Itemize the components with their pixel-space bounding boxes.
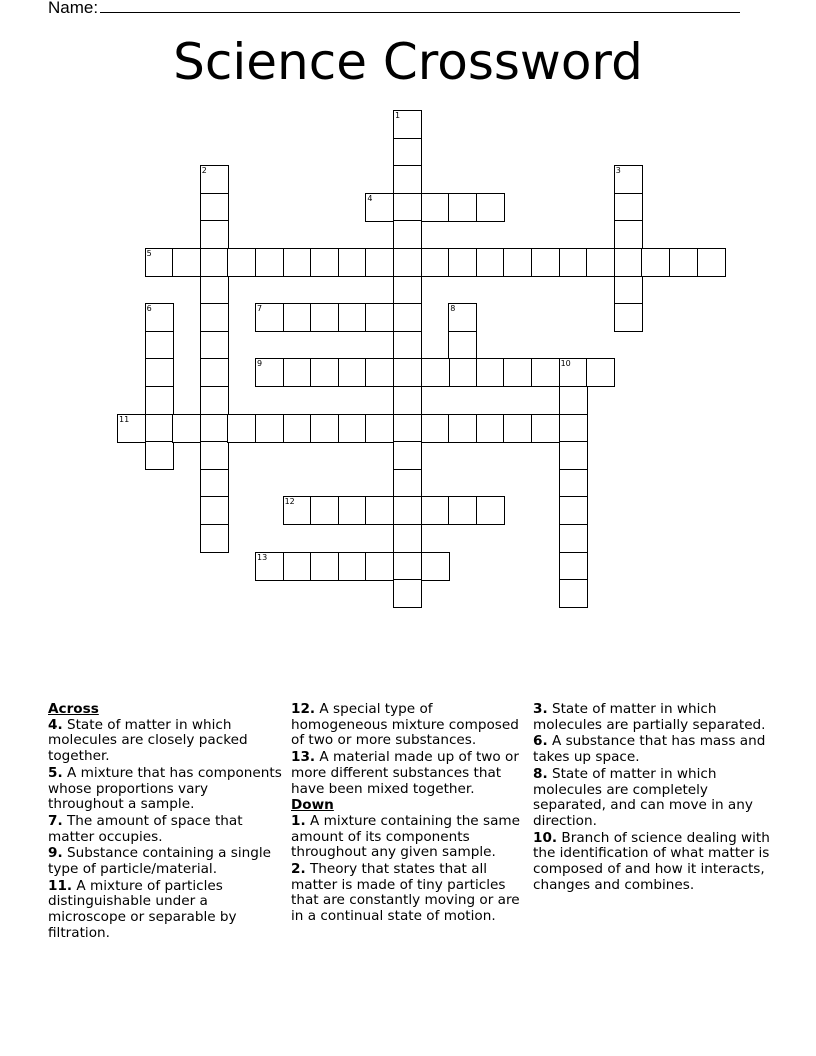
grid-cell[interactable]	[172, 248, 201, 277]
grid-cell[interactable]	[310, 358, 339, 387]
clue-text: State of matter in which molecules are completely separated, and can move in any direction.	[533, 765, 753, 829]
grid-cell[interactable]	[227, 414, 256, 443]
grid-cell[interactable]	[365, 303, 394, 332]
grid-cell[interactable]	[614, 193, 643, 222]
clue-number: 11.	[48, 877, 73, 894]
grid-cell[interactable]	[310, 303, 339, 332]
clue-across-12	[291, 702, 529, 749]
clue-text: State of matter in which molecules are partially separated.	[533, 701, 766, 733]
grid-cell[interactable]	[365, 496, 394, 525]
clue-number: 6.	[533, 733, 548, 750]
clue-number: 1.	[291, 812, 306, 829]
clue-number: 8.	[533, 765, 548, 782]
grid-cell[interactable]	[338, 552, 367, 581]
grid-cell[interactable]	[393, 386, 422, 415]
grid-cell[interactable]	[310, 552, 339, 581]
grid-cell[interactable]	[145, 303, 174, 332]
grid-cell[interactable]	[200, 331, 229, 360]
grid-cell[interactable]	[200, 193, 229, 222]
clue-number: 3.	[533, 701, 548, 717]
grid-cell[interactable]	[338, 358, 367, 387]
grid-cell[interactable]	[200, 441, 229, 470]
grid-cell[interactable]	[421, 358, 450, 387]
name-label: Name:	[48, 0, 99, 17]
grid-cell[interactable]	[614, 303, 643, 332]
grid-cell[interactable]	[448, 248, 477, 277]
grid-cell[interactable]	[117, 414, 146, 443]
grid-cell[interactable]	[393, 193, 422, 222]
grid-cell[interactable]	[200, 303, 229, 332]
grid-cell[interactable]	[145, 248, 174, 277]
grid-cell[interactable]	[393, 524, 422, 553]
grid-cell[interactable]	[255, 552, 284, 581]
clue-column-1	[48, 702, 286, 943]
grid-cell[interactable]	[586, 248, 615, 277]
grid-cell[interactable]	[448, 331, 477, 360]
grid-cell[interactable]	[283, 303, 312, 332]
grid-cell[interactable]	[255, 303, 284, 332]
grid-cell[interactable]	[200, 386, 229, 415]
clue-text: Substance containing a single type of particle/material.	[48, 845, 272, 878]
grid-cell[interactable]	[310, 414, 339, 443]
clue-number: 4.	[48, 716, 63, 733]
clue-down-6	[533, 734, 771, 765]
grid-cell[interactable]	[531, 414, 560, 443]
grid-cell[interactable]	[641, 248, 670, 277]
grid-cell[interactable]	[365, 193, 394, 222]
cell-number: 2	[201, 166, 207, 176]
grid-cell[interactable]	[393, 331, 422, 360]
grid-cell[interactable]	[559, 524, 588, 553]
page-title: Science Crossword	[173, 33, 643, 91]
grid-cell[interactable]	[614, 220, 643, 249]
cell-number: 13	[257, 552, 268, 562]
grid-cell[interactable]	[145, 358, 174, 387]
grid-cell[interactable]	[393, 552, 422, 581]
grid-cell[interactable]	[559, 552, 588, 581]
grid-cell[interactable]	[503, 358, 532, 387]
clue-number: 13.	[291, 749, 316, 766]
grid-cell[interactable]	[614, 248, 643, 277]
grid-cell[interactable]	[200, 358, 229, 387]
grid-cell[interactable]	[559, 414, 588, 443]
grid-cell[interactable]	[559, 386, 588, 415]
grid-cell[interactable]	[393, 303, 422, 332]
clue-text: A special type of homogeneous mixture composed of two or more substances.	[291, 701, 519, 749]
clue-number: 2.	[291, 861, 306, 878]
grid-cell[interactable]	[559, 248, 588, 277]
clue-text: Theory that states that all matter is made of tiny particles that are constantly moving or are in a continual state of motion.	[291, 861, 520, 925]
clue-number: 9.	[48, 845, 63, 862]
grid-cell[interactable]	[365, 248, 394, 277]
clue-across-13	[291, 750, 529, 797]
clue-across-4	[48, 718, 286, 765]
cell-number: 10	[560, 359, 571, 369]
clue-text: A mixture that has components whose proportions vary throughout a sample.	[48, 764, 282, 813]
grid-cell[interactable]	[559, 496, 588, 525]
grid-cell[interactable]	[448, 303, 477, 332]
grid-cell[interactable]	[476, 193, 505, 222]
grid-cell[interactable]	[227, 248, 256, 277]
clue-text: A mixture containing the same amount of its components throughout any given sample.	[291, 812, 521, 861]
clue-down-3	[533, 702, 771, 733]
clue-across-7	[48, 814, 286, 845]
clue-text: A material made up of two or more different substances that have been mixed together.	[291, 749, 519, 797]
clue-number: 12.	[291, 701, 316, 717]
grid-cell[interactable]	[393, 469, 422, 498]
grid-cell[interactable]	[255, 414, 284, 443]
cell-number: 11	[119, 414, 130, 424]
grid-cell[interactable]	[697, 248, 726, 277]
grid-cell[interactable]	[393, 276, 422, 305]
grid-cell[interactable]	[448, 193, 477, 222]
grid-cell[interactable]	[393, 110, 422, 139]
grid-cell[interactable]	[393, 496, 422, 525]
clue-down-10	[533, 831, 771, 894]
grid-cell[interactable]	[145, 331, 174, 360]
grid-cell[interactable]	[283, 358, 312, 387]
grid-cell[interactable]	[476, 358, 505, 387]
grid-cell[interactable]	[614, 276, 643, 305]
grid-cell[interactable]	[255, 248, 284, 277]
grid-cell[interactable]	[393, 165, 422, 194]
grid-cell[interactable]	[200, 165, 229, 194]
grid-cell[interactable]	[200, 496, 229, 525]
grid-cell[interactable]	[172, 414, 201, 443]
clue-down-8	[533, 767, 771, 830]
grid-cell[interactable]	[448, 414, 477, 443]
grid-cell[interactable]	[531, 358, 560, 387]
grid-cell[interactable]	[421, 496, 450, 525]
grid-cell[interactable]	[421, 193, 450, 222]
grid-cell[interactable]	[421, 414, 450, 443]
grid-cell[interactable]	[503, 414, 532, 443]
cell-number: 8	[450, 304, 456, 314]
grid-cell[interactable]	[503, 248, 532, 277]
grid-cell[interactable]	[200, 220, 229, 249]
grid-cell[interactable]	[200, 276, 229, 305]
grid-cell[interactable]	[338, 496, 367, 525]
clue-text: A substance that has mass and takes up space.	[533, 733, 766, 766]
grid-cell[interactable]	[476, 496, 505, 525]
down-heading: Down	[291, 797, 334, 814]
clue-across-11	[48, 879, 286, 942]
grid-cell[interactable]	[365, 414, 394, 443]
clue-number: 5.	[48, 764, 63, 781]
grid-cell[interactable]	[200, 248, 229, 277]
clue-across-9	[48, 846, 286, 877]
grid-cell[interactable]	[531, 248, 560, 277]
clue-text: State of matter in which molecules are closely packed together.	[48, 716, 248, 765]
cell-number: 9	[257, 359, 263, 369]
grid-cell[interactable]	[145, 441, 174, 470]
grid-cell[interactable]	[669, 248, 698, 277]
grid-cell[interactable]	[559, 358, 588, 387]
grid-cell[interactable]	[145, 414, 174, 443]
cell-number: 12	[284, 497, 295, 507]
grid-cell[interactable]	[393, 358, 422, 387]
clue-down-1	[291, 814, 529, 861]
grid-cell[interactable]	[393, 220, 422, 249]
grid-cell[interactable]	[393, 414, 422, 443]
grid-cell[interactable]	[310, 496, 339, 525]
cell-number: 3	[615, 166, 621, 176]
grid-cell[interactable]	[283, 248, 312, 277]
cell-number: 1	[395, 111, 401, 120]
grid-cell[interactable]	[586, 358, 615, 387]
grid-cell[interactable]	[393, 248, 422, 277]
grid-cell[interactable]	[338, 248, 367, 277]
grid-cell[interactable]	[559, 579, 588, 608]
clue-number: 7.	[48, 812, 63, 829]
grid-cell[interactable]	[448, 496, 477, 525]
grid-cell[interactable]	[476, 248, 505, 277]
grid-cell[interactable]	[283, 552, 312, 581]
grid-cell[interactable]	[559, 469, 588, 498]
clue-text: A mixture of particles distinguishable under a microscope or separable by filtration.	[48, 877, 237, 941]
grid-cell[interactable]	[365, 358, 394, 387]
cell-number: 5	[146, 249, 152, 258]
grid-cell[interactable]	[393, 138, 422, 167]
grid-cell[interactable]	[421, 552, 450, 581]
grid-cell[interactable]	[365, 552, 394, 581]
clue-column-2	[291, 702, 529, 926]
cell-number: 4	[367, 193, 373, 203]
grid-cell[interactable]	[421, 248, 450, 277]
grid-cell[interactable]	[255, 358, 284, 387]
grid-cell[interactable]	[559, 441, 588, 470]
grid-cell[interactable]	[338, 303, 367, 332]
cell-number: 6	[146, 304, 152, 314]
grid-cell[interactable]	[448, 358, 477, 387]
grid-cell[interactable]	[200, 524, 229, 553]
grid-cell[interactable]	[393, 579, 422, 608]
grid-cell[interactable]	[283, 414, 312, 443]
across-heading: Across	[48, 701, 99, 717]
clue-down-2	[291, 862, 529, 925]
grid-cell[interactable]	[200, 469, 229, 498]
clue-across-5	[48, 766, 286, 813]
grid-cell[interactable]	[393, 441, 422, 470]
grid-cell[interactable]	[338, 414, 367, 443]
grid-cell[interactable]	[614, 165, 643, 194]
cell-number: 7	[257, 304, 263, 314]
clue-number: 10.	[533, 829, 558, 846]
grid-cell[interactable]	[200, 414, 229, 443]
clue-column-3	[533, 702, 771, 894]
grid-cell[interactable]	[476, 414, 505, 443]
clue-text: The amount of space that matter occupies.	[48, 812, 243, 845]
grid-cell[interactable]	[145, 386, 174, 415]
grid-cell[interactable]	[310, 248, 339, 277]
grid-cell[interactable]	[283, 496, 312, 525]
clue-text: Branch of science dealing with the identification of what matter is composed of and how it interacts, changes and combines.	[533, 829, 770, 893]
